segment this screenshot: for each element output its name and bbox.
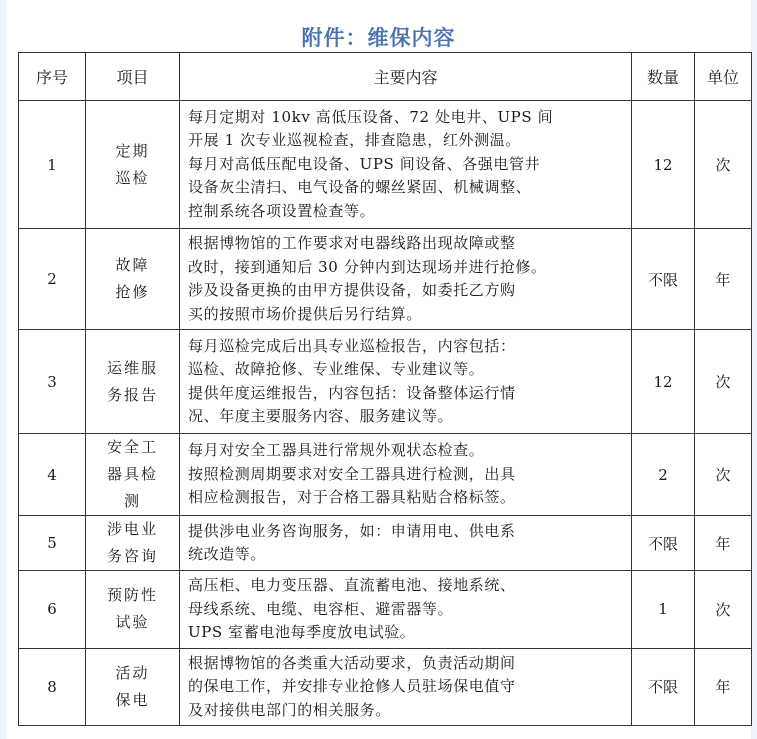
cell-item xyxy=(86,101,180,229)
cell-item xyxy=(86,648,180,726)
content-line: 每月对安全工器具进行常规外观状态检查。 xyxy=(188,441,485,460)
cell-unit: 次 xyxy=(695,101,752,229)
table-row xyxy=(19,434,752,516)
item-line: 定期 xyxy=(115,141,150,160)
cell-no: 4 xyxy=(19,434,86,516)
header-no: 序号 xyxy=(19,53,86,101)
table-row xyxy=(19,516,752,571)
cell-item xyxy=(86,516,180,571)
cell-item xyxy=(86,434,180,516)
content-line: 提供年度运维报告，内容包括：设备整体运行情 xyxy=(188,383,516,402)
cell-no: 3 xyxy=(19,330,86,434)
item-line: 预防性 xyxy=(106,586,158,605)
content-line: UPS 室蓄电池每季度放电试验。 xyxy=(188,623,416,641)
content-line: 买的按照市场价提供后另行结算。 xyxy=(188,304,423,323)
item-line: 试验 xyxy=(115,613,150,632)
cell-content xyxy=(180,648,632,726)
item-line: 测 xyxy=(123,492,141,510)
table-row xyxy=(19,571,752,649)
cell-qty: 不限 xyxy=(632,229,695,330)
table-row xyxy=(19,101,752,229)
content-line: 开展 1 次专业巡视检查，排查隐患，红外测温。 xyxy=(188,131,521,150)
content-line: 根据博物馆的工作要求对电器线路出现故障或整 xyxy=(188,234,516,252)
cell-content xyxy=(180,434,632,516)
content-line: 每月对高低压配电设备、UPS 间设备、各强电管井 xyxy=(188,154,541,173)
cell-no: 2 xyxy=(19,229,86,330)
cell-unit: 年 xyxy=(695,648,752,726)
content-line: 改时，接到通知后 30 分钟内到达现场并进行抢修。 xyxy=(188,257,547,276)
cell-unit: 次 xyxy=(695,330,752,434)
content-line: 及对接供电部门的相关服务。 xyxy=(188,700,391,719)
item-line: 巡检 xyxy=(115,168,150,187)
cell-no: 6 xyxy=(19,571,86,649)
cell-content xyxy=(180,330,632,434)
table-header-row xyxy=(19,53,752,101)
cell-qty: 12 xyxy=(632,101,695,229)
content-line: 提供涉电业务咨询服务，如：申请用电、供电系 xyxy=(188,521,516,540)
cell-no: 5 xyxy=(19,516,86,571)
cell-no: 1 xyxy=(19,101,86,229)
header-unit: 单位 xyxy=(695,53,752,101)
cell-content xyxy=(180,571,632,649)
table-body xyxy=(19,101,752,726)
content-line: 控制系统各项设置检查等。 xyxy=(188,201,376,220)
content-line: 设备灰尘清扫、电气设备的螺丝紧固、机械调整、 xyxy=(188,178,532,197)
cell-no: 8 xyxy=(19,648,86,726)
header-content: 主要内容 xyxy=(180,53,632,101)
content-line: 巡检、故障抢修、专业维保、专业建议等。 xyxy=(188,360,485,378)
cell-unit: 次 xyxy=(695,434,752,516)
content-line: 每月巡检完成后出具专业巡检报告，内容包括： xyxy=(188,336,516,355)
item-line: 安全工 xyxy=(106,438,158,456)
cell-unit: 年 xyxy=(695,229,752,330)
cell-unit: 次 xyxy=(695,571,752,649)
content-line: 涉及设备更换的由甲方提供设备，如委托乙方购 xyxy=(188,281,516,299)
content-line: 每月定期对 10kv 高低压设备、72 处电井、UPS 间 xyxy=(188,107,554,126)
cell-content xyxy=(180,101,632,229)
cell-qty: 不限 xyxy=(632,648,695,726)
content-line: 母线系统、电缆、电容柜、避雷器等。 xyxy=(188,599,454,618)
item-line: 器具检 xyxy=(106,465,158,483)
cell-content xyxy=(180,516,632,571)
item-line: 务咨询 xyxy=(106,547,158,565)
page-title: 附件：维保内容 xyxy=(301,26,456,50)
content-line: 的保电工作，并安排专业抢修人员驻场保电值守 xyxy=(188,677,516,695)
cell-content xyxy=(180,229,632,330)
cell-qty: 1 xyxy=(632,571,695,649)
item-line: 活动 xyxy=(115,663,150,682)
cell-item xyxy=(86,229,180,330)
cell-qty: 2 xyxy=(632,434,695,516)
item-line: 故障 xyxy=(115,256,150,274)
item-line: 抢修 xyxy=(115,283,150,301)
content-line: 按照检测周期要求对安全工器具进行检测，出具 xyxy=(188,464,516,483)
item-line: 运维服 xyxy=(106,358,158,377)
content-line: 根据博物馆的各类重大活动要求，负责活动期间 xyxy=(188,653,516,672)
content-line: 高压柜、电力变压器、直流蓄电池、接地系统、 xyxy=(188,576,516,594)
item-line: 务报告 xyxy=(106,385,158,404)
table-row xyxy=(19,648,752,726)
table-row xyxy=(19,330,752,434)
item-line: 涉电业 xyxy=(106,520,158,538)
cell-qty: 不限 xyxy=(632,516,695,571)
item-line: 保电 xyxy=(115,690,150,709)
cell-item xyxy=(86,330,180,434)
maintenance-table xyxy=(18,52,752,726)
cell-item xyxy=(86,571,180,649)
header-qty: 数量 xyxy=(632,53,695,101)
content-line: 统改造等。 xyxy=(188,545,267,563)
content-line: 况、年度主要服务内容、服务建议等。 xyxy=(188,407,454,425)
table-row xyxy=(19,229,752,330)
cell-qty: 12 xyxy=(632,330,695,434)
cell-unit: 年 xyxy=(695,516,752,571)
content-line: 相应检测报告，对于合格工器具粘贴合格标签。 xyxy=(188,488,516,507)
header-item: 项目 xyxy=(86,53,180,101)
